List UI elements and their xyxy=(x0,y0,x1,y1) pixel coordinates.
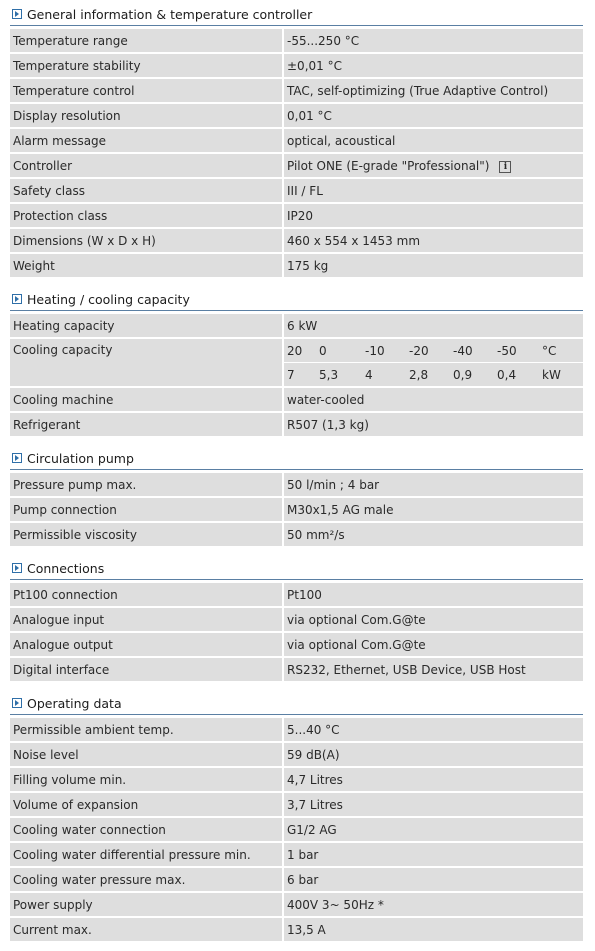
spec-label: Pt100 connection xyxy=(10,583,284,606)
spec-row xyxy=(10,793,583,816)
spec-label: Controller xyxy=(10,154,284,177)
spec-value xyxy=(284,29,583,52)
spec-value-text: via optional Com.G@te xyxy=(287,637,426,652)
spec-row xyxy=(10,843,583,866)
spec-value xyxy=(284,658,583,681)
section-title[interactable]: General information & temperature controller xyxy=(27,7,313,22)
spec-label: Heating capacity xyxy=(10,314,284,337)
spec-label: Cooling water differential pressure min. xyxy=(10,843,284,866)
spec-value xyxy=(284,229,583,252)
spec-value xyxy=(284,154,583,177)
spec-value-text: Pt100 xyxy=(287,587,322,602)
cooling-temperature-cell: 20 xyxy=(287,343,303,358)
spec-label: Display resolution xyxy=(10,104,284,127)
spec-value-text: 59 dB(A) xyxy=(287,747,340,762)
spec-value-text: 1 bar xyxy=(287,847,319,862)
cooling-temperature-cell: 0 xyxy=(319,343,327,358)
spec-value xyxy=(284,818,583,841)
section-title[interactable]: Operating data xyxy=(27,696,122,711)
spec-table xyxy=(10,581,583,683)
cooling-capacity-cell: 7 xyxy=(287,367,295,382)
spec-value xyxy=(284,768,583,791)
cooling-capacity-cell: 2,8 xyxy=(409,367,429,382)
spec-value-text: R507 (1,3 kg) xyxy=(287,417,369,432)
spec-label: Digital interface xyxy=(10,658,284,681)
spec-table xyxy=(10,312,583,438)
spec-value xyxy=(284,179,583,202)
spec-row xyxy=(10,104,583,127)
section-header[interactable] xyxy=(10,289,583,311)
cooling-temperature-cell: -50 xyxy=(497,343,517,358)
spec-label: Temperature stability xyxy=(10,54,284,77)
spec-value xyxy=(284,204,583,227)
spec-label: Temperature control xyxy=(10,79,284,102)
spec-row xyxy=(10,893,583,916)
spec-label: Cooling water connection xyxy=(10,818,284,841)
spec-value-text: 0,01 °C xyxy=(287,108,332,123)
spec-value-text: M30x1,5 AG male xyxy=(287,502,394,517)
spec-row xyxy=(10,918,583,941)
spec-value-text: water-cooled xyxy=(287,392,365,407)
cooling-temperature-cell: -40 xyxy=(453,343,473,358)
spec-value xyxy=(284,868,583,891)
spec-value-text: 50 l/min ; 4 bar xyxy=(287,477,380,492)
cooling-capacity-cell: kW xyxy=(542,367,561,382)
spec-value-text: 175 kg xyxy=(287,258,329,273)
spec-value-text: 460 x 554 x 1453 mm xyxy=(287,233,421,248)
chevron-box-icon[interactable] xyxy=(12,9,22,19)
spec-label: Filling volume min. xyxy=(10,768,284,791)
spec-value xyxy=(284,79,583,102)
spec-row xyxy=(10,339,583,386)
spec-value xyxy=(284,314,583,337)
spec-value xyxy=(284,918,583,941)
spec-table xyxy=(10,716,583,943)
cooling-temperature-cell: -20 xyxy=(409,343,429,358)
spec-row xyxy=(10,768,583,791)
spec-label: Protection class xyxy=(10,204,284,227)
section-header[interactable] xyxy=(10,558,583,580)
spec-row xyxy=(10,473,583,496)
spec-row xyxy=(10,79,583,102)
spec-row xyxy=(10,204,583,227)
spec-value-text: 6 kW xyxy=(287,318,318,333)
spec-label: Analogue input xyxy=(10,608,284,631)
spec-label: Analogue output xyxy=(10,633,284,656)
spec-row xyxy=(10,413,583,436)
spec-row xyxy=(10,54,583,77)
spec-value-text: TAC, self-optimizing (True Adaptive Control) xyxy=(287,83,549,98)
spec-label: Noise level xyxy=(10,743,284,766)
spec-value-text: -55...250 °C xyxy=(287,33,360,48)
spec-row xyxy=(10,129,583,152)
spec-value xyxy=(284,54,583,77)
chevron-box-icon[interactable] xyxy=(12,294,22,304)
spec-value xyxy=(284,104,583,127)
spec-value xyxy=(284,743,583,766)
spec-value-text: 4,7 Litres xyxy=(287,772,343,787)
cooling-capacity-cell: 0,9 xyxy=(453,367,473,382)
spec-value-text: Pilot ONE (E-grade "Professional") xyxy=(287,158,490,173)
spec-label: Pump connection xyxy=(10,498,284,521)
spec-value xyxy=(284,793,583,816)
section-header[interactable] xyxy=(10,4,583,26)
spec-label: Weight xyxy=(10,254,284,277)
section-title[interactable]: Circulation pump xyxy=(27,451,134,466)
spec-label: Cooling capacity xyxy=(10,339,284,386)
spec-value xyxy=(284,413,583,436)
spec-label: Dimensions (W x D x H) xyxy=(10,229,284,252)
spec-label: Power supply xyxy=(10,893,284,916)
spec-label: Pressure pump max. xyxy=(10,473,284,496)
spec-row xyxy=(10,229,583,252)
spec-label: Permissible viscosity xyxy=(10,523,284,546)
spec-value xyxy=(284,473,583,496)
spec-row xyxy=(10,254,583,277)
spec-label: Current max. xyxy=(10,918,284,941)
chevron-box-icon[interactable] xyxy=(12,698,22,708)
chevron-box-icon[interactable] xyxy=(12,563,22,573)
spec-label: Refrigerant xyxy=(10,413,284,436)
cooling-temperature-cell: -10 xyxy=(365,343,385,358)
section-title[interactable]: Connections xyxy=(27,561,105,576)
cooling-capacity-cell: 0,4 xyxy=(497,367,517,382)
cooling-capacity-cell: 5,3 xyxy=(319,367,339,382)
spec-value-text: ±0,01 °C xyxy=(287,58,342,73)
spec-value xyxy=(284,608,583,631)
spec-value xyxy=(284,583,583,606)
spec-label: Safety class xyxy=(10,179,284,202)
spec-row xyxy=(10,314,583,337)
spec-row xyxy=(10,608,583,631)
spec-row xyxy=(10,633,583,656)
spec-row xyxy=(10,179,583,202)
spec-value xyxy=(284,843,583,866)
spec-value-text: 13,5 A xyxy=(287,922,326,937)
cooling-temperature-cell: °C xyxy=(542,343,557,358)
spec-value xyxy=(284,498,583,521)
cooling-capacity-table xyxy=(284,339,583,386)
section-header[interactable] xyxy=(10,448,583,470)
spec-value-text: 5...40 °C xyxy=(287,722,340,737)
spec-row xyxy=(10,818,583,841)
spec-row xyxy=(10,743,583,766)
spec-row xyxy=(10,498,583,521)
spec-row xyxy=(10,658,583,681)
spec-value-text: 3,7 Litres xyxy=(287,797,343,812)
spec-label: Cooling machine xyxy=(10,388,284,411)
spec-label: Volume of expansion xyxy=(10,793,284,816)
spec-label: Temperature range xyxy=(10,29,284,52)
spec-value xyxy=(284,254,583,277)
spec-value-text: optical, acoustical xyxy=(287,133,396,148)
spec-value xyxy=(284,388,583,411)
spec-value-text: 50 mm²/s xyxy=(287,527,345,542)
spec-row xyxy=(10,718,583,741)
spec-value-text: IP20 xyxy=(287,208,314,223)
spec-value-text: III / FL xyxy=(287,183,323,198)
cooling-capacity-row xyxy=(284,363,583,386)
spec-table xyxy=(10,471,583,548)
spec-value-text: RS232, Ethernet, USB Device, USB Host xyxy=(287,662,526,677)
spec-row xyxy=(10,868,583,891)
spec-label: Permissible ambient temp. xyxy=(10,718,284,741)
info-icon[interactable]: i xyxy=(499,161,511,173)
spec-row xyxy=(10,388,583,411)
spec-value-text: via optional Com.G@te xyxy=(287,612,426,627)
cooling-capacity-cell: 4 xyxy=(365,367,373,382)
cooling-temperature-row xyxy=(284,339,583,363)
section-title[interactable]: Heating / cooling capacity xyxy=(27,292,190,307)
spec-value xyxy=(284,523,583,546)
spec-value-text: 6 bar xyxy=(287,872,319,887)
spec-table xyxy=(10,27,583,279)
spec-label: Cooling water pressure max. xyxy=(10,868,284,891)
spec-value xyxy=(284,893,583,916)
spec-row xyxy=(10,29,583,52)
spec-value-text: 400V 3~ 50Hz * xyxy=(287,897,384,912)
section-header[interactable] xyxy=(10,693,583,715)
spec-row xyxy=(10,154,583,177)
spec-value xyxy=(284,633,583,656)
spec-value xyxy=(284,718,583,741)
spec-row xyxy=(10,523,583,546)
chevron-box-icon[interactable] xyxy=(12,453,22,463)
spec-value-text: G1/2 AG xyxy=(287,822,337,837)
spec-label: Alarm message xyxy=(10,129,284,152)
spec-value xyxy=(284,129,583,152)
spec-row xyxy=(10,583,583,606)
